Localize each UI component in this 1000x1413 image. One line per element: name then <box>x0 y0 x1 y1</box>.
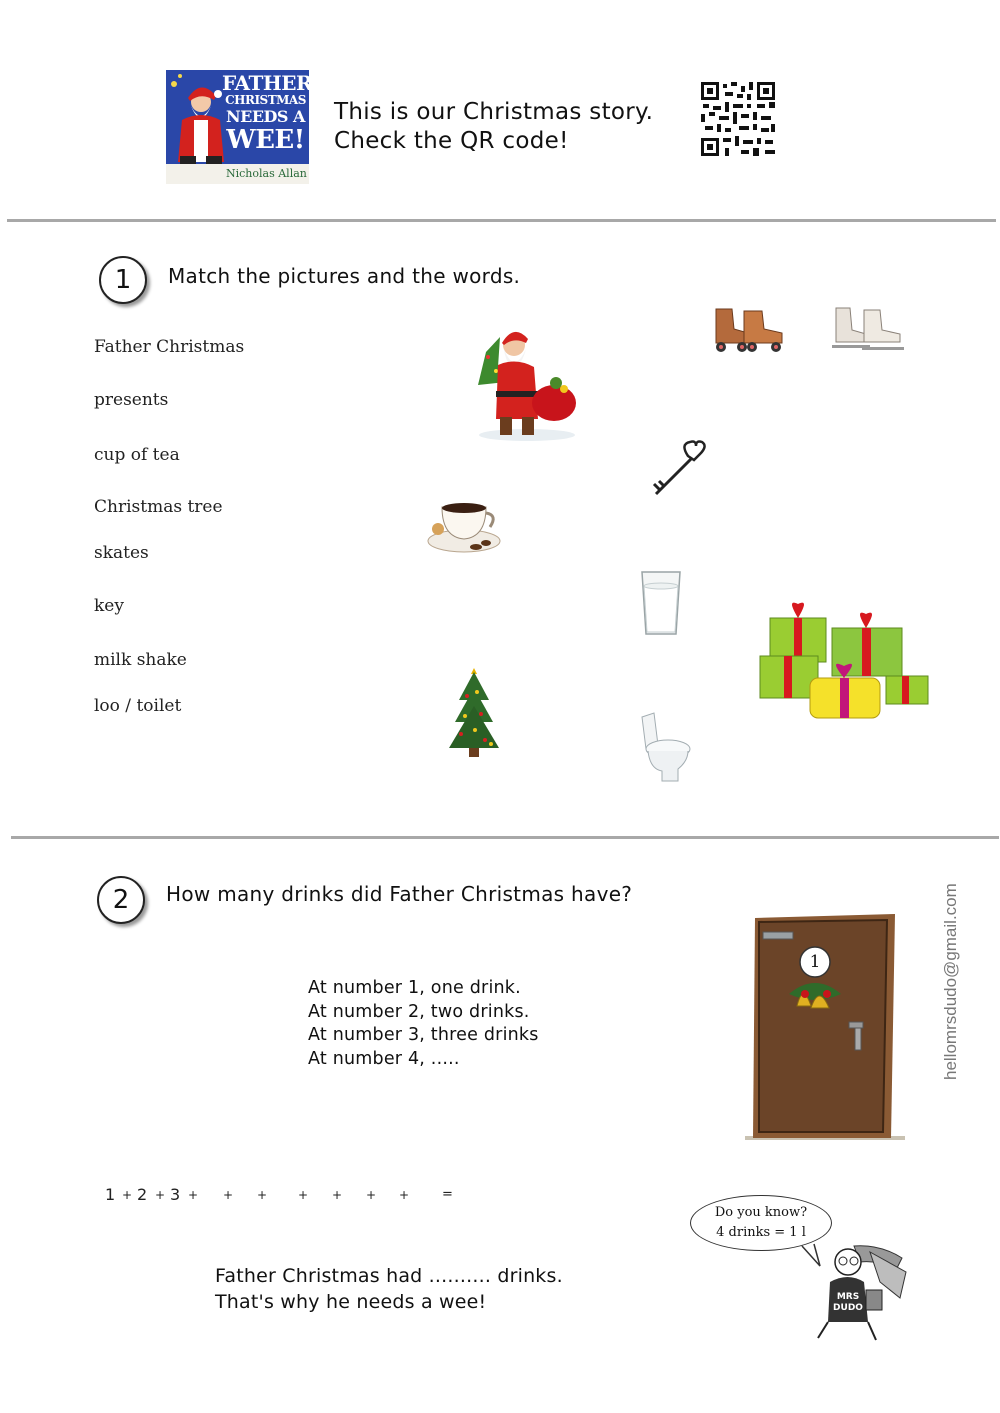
sum-term: + <box>188 1188 199 1202</box>
drink-line: At number 3, three drinks <box>308 1025 539 1045</box>
word-label[interactable]: cup of tea <box>94 445 180 465</box>
mrs-dudo-character <box>810 1242 910 1342</box>
drink-line: At number 1, one drink. <box>308 978 521 998</box>
bubble-line: 4 drinks = 1 l <box>716 1225 806 1240</box>
sum-term: + <box>155 1188 166 1202</box>
book-author: Nicholas Allan <box>226 167 307 180</box>
sum-term: + <box>366 1188 377 1202</box>
section2-question: How many drinks did Father Christmas have? <box>166 882 633 906</box>
word-label[interactable]: milk shake <box>94 650 187 670</box>
drink-line: At number 4, ..... <box>308 1048 460 1069</box>
section-divider <box>11 836 999 839</box>
sum-term: 3 <box>170 1185 181 1204</box>
sum-term: + <box>122 1188 133 1202</box>
word-label[interactable]: Father Christmas <box>94 337 245 357</box>
sum-term: 2 <box>137 1185 148 1204</box>
sum-term: + <box>298 1188 309 1202</box>
bubble-line: Do you know? <box>714 1205 808 1220</box>
sum-term: + <box>399 1188 410 1202</box>
word-label[interactable]: key <box>94 596 124 616</box>
qr-code-icon[interactable] <box>701 82 775 156</box>
answer-line: That's why he needs a wee! <box>215 1291 487 1313</box>
christmas-tree-icon[interactable] <box>447 664 501 758</box>
section1-instruction: Match the pictures and the words. <box>168 264 521 288</box>
section-number-badge: 2 <box>97 876 145 924</box>
answer-line: Father Christmas had .......... drinks. <box>215 1265 563 1287</box>
door-number: 1 <box>809 952 821 972</box>
section-divider <box>7 219 996 222</box>
santa-icon[interactable] <box>472 327 582 442</box>
word-label[interactable]: loo / toilet <box>94 696 182 716</box>
character-badge-text: MRS DUDO <box>833 1292 863 1313</box>
cup-of-tea-icon[interactable] <box>424 495 504 557</box>
book-title-line: FATHER <box>222 71 313 95</box>
book-title-line: WEE! <box>226 125 305 155</box>
milk-glass-icon[interactable] <box>638 568 684 638</box>
sum-term: = <box>442 1187 453 1202</box>
book-cover <box>166 70 313 184</box>
word-label[interactable]: presents <box>94 390 169 410</box>
sum-term: 1 <box>105 1185 116 1204</box>
intro-line: Check the QR code! <box>334 128 569 154</box>
roller-skates-icon[interactable] <box>712 307 788 353</box>
book-title-line: CHRISTMAS <box>225 93 306 107</box>
intro-line: This is our Christmas story. <box>334 99 654 125</box>
word-label[interactable]: skates <box>94 543 149 563</box>
book-title-line: NEEDS A <box>226 107 305 126</box>
author-email: hellomrsdudo@gmail.com <box>941 883 960 1080</box>
sum-term: + <box>332 1188 343 1202</box>
word-label[interactable]: Christmas tree <box>94 497 223 517</box>
presents-icon[interactable] <box>758 592 930 722</box>
sum-term: + <box>257 1188 268 1202</box>
sum-row <box>0 1185 480 1209</box>
door-illustration <box>745 910 905 1140</box>
section-number-badge: 1 <box>99 256 147 304</box>
key-icon[interactable] <box>648 436 706 500</box>
ice-skates-icon[interactable] <box>830 306 906 352</box>
toilet-icon[interactable] <box>638 711 692 783</box>
drink-line: At number 2, two drinks. <box>308 1001 530 1022</box>
sum-term: + <box>223 1188 234 1202</box>
